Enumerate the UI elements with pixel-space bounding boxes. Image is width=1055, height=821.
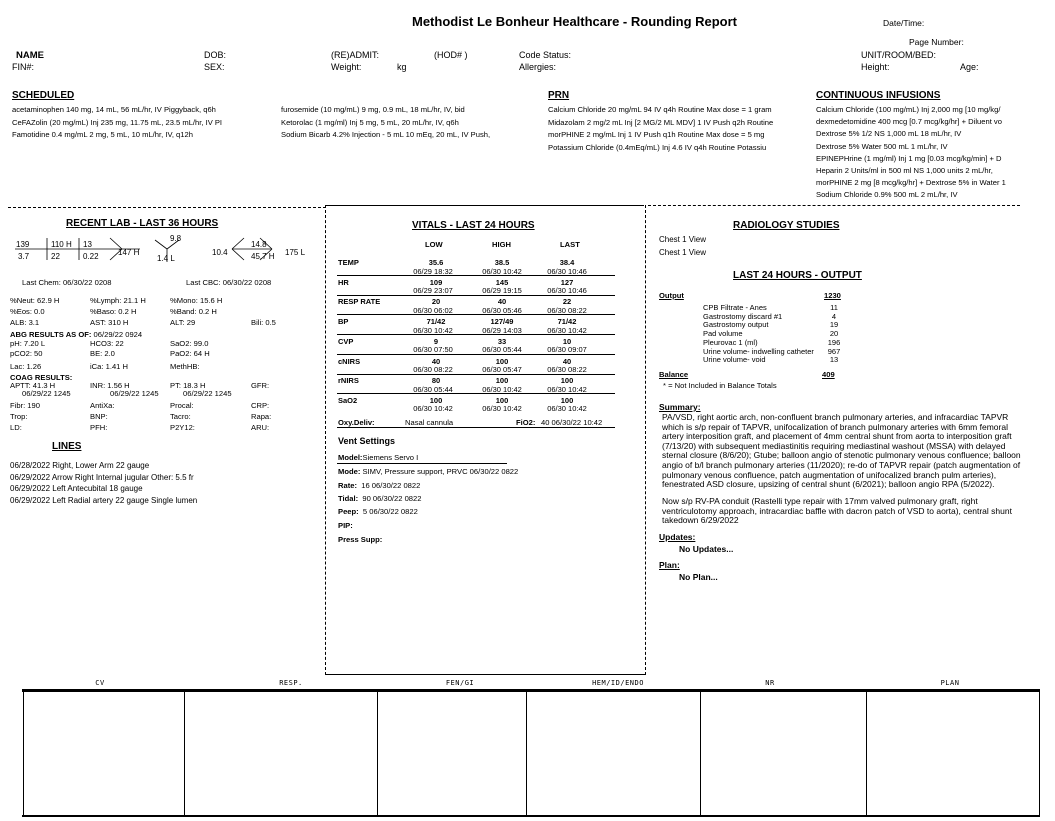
vital-last-time: 06/30 09:07 xyxy=(547,345,587,355)
output-footnote: * = Not Included in Balance Totals xyxy=(663,381,777,390)
updates-value: No Updates... xyxy=(679,544,734,554)
med-item: morPHINE 2 mg [8 mcg/kg/hr] + Dextrose 5% in Water 1 xyxy=(816,178,1006,188)
divider xyxy=(337,393,615,394)
vent-mode-label: Mode: xyxy=(338,467,361,476)
weight-label: Weight: xyxy=(331,62,362,72)
vital-high-time: 06/30 05:47 xyxy=(482,365,522,374)
lab-value: pCO2: 50 xyxy=(10,349,43,358)
vital-low: 71/42 xyxy=(426,317,446,327)
oxy-value: Nasal cannula xyxy=(405,418,454,427)
output-item-label: Gastrostomy discard #1 xyxy=(703,311,783,321)
divider xyxy=(337,374,615,375)
lab-value: PaO2: 64 H xyxy=(170,349,210,358)
lab-cl: 110 H xyxy=(51,240,72,249)
lab-aptt-time: 06/29/22 1245 xyxy=(22,389,71,398)
lab-na: 139 xyxy=(16,240,30,249)
output-item-value: 13 xyxy=(829,355,839,365)
fio2-label: FiO2: xyxy=(516,418,536,427)
vital-last-time: 06/30 10:42 xyxy=(547,384,587,394)
vital-last-time: 06/30 10:42 xyxy=(547,325,587,335)
lab-misc xyxy=(10,400,310,433)
lab-value: SaO2: 99.0 xyxy=(170,339,209,348)
vent-rate-value: 16 06/30/22 0822 xyxy=(361,481,421,490)
med-item: Sodium Bicarb 4.2% Injection - 5 mL 10 mEq, 20 mL, IV Push, xyxy=(281,130,491,139)
vent-peep-label: Peep: xyxy=(338,507,359,516)
vital-high-time: 06/30 10:42 xyxy=(482,384,522,394)
vital-low-time: 06/29 23:07 xyxy=(413,286,453,296)
output-item-value: 967 xyxy=(827,346,841,356)
line-item: 06/29/2022 Left Radial artery 22 gauge Single lumen xyxy=(10,495,198,505)
vital-label: BP xyxy=(338,317,349,327)
lab-wbc: 10.4 xyxy=(212,248,228,257)
summary-title: Summary: xyxy=(659,402,701,412)
vital-last: 22 xyxy=(562,297,572,307)
vent-model-value: Siemens Servo I xyxy=(362,453,419,462)
grid-label-cv: CV xyxy=(95,679,105,687)
vital-high-time: 06/29 19:15 xyxy=(482,286,522,296)
lab-value: BE: 2.0 xyxy=(90,349,115,358)
vital-low: 80 xyxy=(431,376,441,386)
divider xyxy=(337,427,615,428)
lab-value: ALT: 29 xyxy=(170,318,196,327)
vent-pip: PIP: xyxy=(338,521,353,530)
med-item: Midazolam 2 mg/2 mL Inj [2 MG/2 ML MDV] 1 IV Push q2h Routine xyxy=(548,117,774,127)
output-item-value: 19 xyxy=(829,320,839,330)
vital-high: 127/49 xyxy=(490,317,514,327)
fio2-value: 40 06/30/22 10:42 xyxy=(541,418,603,427)
vital-low: 40 xyxy=(431,356,441,366)
vital-high: 100 xyxy=(495,376,509,386)
lab-value: Bili: 0.5 xyxy=(251,318,276,327)
oxy-label: Oxy.Deliv: xyxy=(338,418,375,427)
notes-fen-gi[interactable] xyxy=(378,690,526,815)
med-item: Ketorolac (1 mg/ml) Inj 5 mg, 5 mL, 20 mL/hr, IV, q6h xyxy=(281,117,459,127)
lab-value: %Eos: 0.0 xyxy=(10,307,45,316)
output-item-label: Pad volume xyxy=(703,329,743,339)
lab-value: AST: 310 H xyxy=(90,318,129,327)
lab-hgb: 14.8 xyxy=(251,240,267,249)
output-item-label: Urine volume- void xyxy=(703,355,766,365)
notes-plan[interactable] xyxy=(867,690,1039,815)
vital-high-time: 06/30 10:42 xyxy=(482,404,522,414)
vital-last: 38.4 xyxy=(559,258,575,267)
divider xyxy=(337,295,615,296)
vent-mode xyxy=(338,467,518,476)
lab-row xyxy=(10,317,310,328)
fin-label: FIN#: xyxy=(12,62,35,72)
vital-last: 100 xyxy=(560,376,574,386)
vital-last-time: 06/30 08:22 xyxy=(547,365,587,374)
abg-title-label: ABG RESULTS AS OF: xyxy=(10,330,92,339)
vitals-title: VITALS - LAST 24 HOURS xyxy=(412,220,535,231)
med-item: Potassium Chloride (0.4mEq/mL) Inj 4.6 IV q4h Routine Potassiu xyxy=(548,142,767,152)
vent-tidal-label: Tidal: xyxy=(338,494,359,503)
med-item: acetaminophen 140 mg, 14 mL, 56 mL/hr, IV Piggyback, q6h xyxy=(12,105,216,114)
divider xyxy=(325,205,326,675)
divider xyxy=(337,354,615,355)
lab-pt: PT: 18.3 H xyxy=(170,381,206,390)
vital-last: 40 xyxy=(562,356,572,366)
balance-label: Balance xyxy=(659,370,689,379)
vent-peep-value: 5 06/30/22 0822 xyxy=(362,507,418,516)
divider xyxy=(326,674,646,675)
lab-value: %Lymph: 21.1 H xyxy=(90,296,146,305)
grid-label-plan: PLAN xyxy=(940,679,960,687)
line-item: 06/29/2022 Arrow Right Internal jugular Other: 5.5 fr xyxy=(10,472,194,482)
lab-value: %Mono: 15.6 H xyxy=(170,296,223,305)
dob-label: DOB: xyxy=(204,50,227,60)
vital-low: 109 xyxy=(429,277,443,287)
grid-divider xyxy=(1039,690,1040,816)
divider xyxy=(648,205,1020,206)
vital-label: SaO2 xyxy=(338,395,358,405)
vitals-col-low: LOW xyxy=(425,240,443,249)
med-item: dexmedetomidine 400 mcg [0.7 mcg/kg/hr] + Diluent vo xyxy=(816,117,1002,127)
scheduled-col1 xyxy=(12,104,222,142)
notes-nr[interactable] xyxy=(701,690,866,815)
vital-high: 100 xyxy=(495,356,509,366)
lab-value: CRP: xyxy=(251,401,270,410)
med-item: EPINEPHrine (1 mg/ml) Inj 1 mg [0.03 mcg/kg/min] + D xyxy=(816,153,1002,163)
lab-k: 3.7 xyxy=(18,252,30,261)
scheduled-title: SCHEDULED xyxy=(12,90,75,101)
vent-tidal xyxy=(338,494,421,503)
page-number-label: Page Number: xyxy=(909,37,964,47)
lab-value: P2Y12: xyxy=(170,423,195,432)
lab-value: MethHB: xyxy=(170,362,200,371)
lab-row xyxy=(10,339,310,349)
lab-plt: 175 L xyxy=(285,248,306,257)
vital-label: TEMP xyxy=(338,258,359,267)
code-status-label: Code Status: xyxy=(519,50,572,60)
summary-text: PA/VSD, right aortic arch, non-confluent branch pulmonary arteries, and infracardiac TAPVR which is s/p repair of TAPVR, unifocalization of branch pulmonary arteries with 6mm femoral artery interposition graft, and placement of 4mm central shunt from aorta to interposition graft (7/13/20) with subsequent mediastinitis requiring mediastinal washout (MSSA) with delayed sternal closure (8/6/20); Gtube; balloon angio of stenotic pulmonary venous confluence; balloon angio of b/l branch pulmonary arteries (11/2020); re-do of TAPVR repair (patch augmentation of pulmonary venous confluence, patch augmentation of unifocalized branch pulm arteries), fenestrated ASD closure, upsizing of central shunt (6/2021); balloon angio RPA (5/2022). xyxy=(662,412,1021,490)
divider xyxy=(645,205,646,675)
vital-low-time: 06/30 08:22 xyxy=(413,365,453,374)
output-item-label: Urine volume- indwelling catheter xyxy=(703,346,814,356)
lab-value: Tacro: xyxy=(170,412,191,421)
vital-label: CVP xyxy=(338,336,354,346)
lab-value: BNP: xyxy=(90,412,108,421)
vent-rate-label: Rate: xyxy=(338,481,357,490)
lab-row xyxy=(10,422,310,433)
last-chem: Last Chem: 06/30/22 0208 xyxy=(22,278,112,287)
vital-low-time: 06/30 10:42 xyxy=(413,325,453,335)
readmit-label: (RE)ADMIT: xyxy=(331,50,379,60)
updates-label: Updates: xyxy=(659,532,696,542)
last-cbc: Last CBC: 06/30/22 0208 xyxy=(186,278,272,287)
labs-title: RECENT LAB - LAST 36 HOURS xyxy=(66,218,219,229)
scheduled-col2 xyxy=(281,104,490,142)
vital-low-time: 06/29 18:32 xyxy=(413,266,453,276)
vital-label: HR xyxy=(338,277,349,287)
lab-row xyxy=(10,349,310,359)
lab-diff xyxy=(10,295,310,328)
datetime-label: Date/Time: xyxy=(883,18,925,28)
vital-last: 127 xyxy=(560,277,574,287)
notes-cv[interactable] xyxy=(23,690,184,815)
radiology-item: Chest 1 View xyxy=(659,248,706,257)
sex-label: SEX: xyxy=(204,62,225,72)
lab-value: HCO3: 22 xyxy=(90,339,124,348)
lab-inr: INR: 1.56 H xyxy=(90,381,130,390)
lab-value: %Neut: 62.9 H xyxy=(10,296,60,305)
lab-value: LD: xyxy=(10,423,22,432)
infusions-list xyxy=(816,104,1006,202)
line-item: 06/29/2022 Left Antecubital 18 gauge xyxy=(10,484,143,493)
vital-label: RESP RATE xyxy=(338,297,381,307)
vital-high-time: 06/29 14:03 xyxy=(482,325,522,335)
vital-high: 100 xyxy=(495,395,509,405)
vitals-col-high: HIGH xyxy=(492,240,511,249)
lab-value: iCa: 1.41 H xyxy=(90,362,128,371)
lab-mg: 1.4 L xyxy=(157,254,175,263)
allergies-label: Allergies: xyxy=(519,62,557,72)
notes-resp[interactable] xyxy=(185,690,377,815)
vent-model xyxy=(338,453,418,462)
divider xyxy=(8,207,326,208)
vital-last-time: 06/30 10:46 xyxy=(547,266,587,276)
output-item-value: 196 xyxy=(827,337,841,347)
lab-value: Trop: xyxy=(10,412,28,421)
lab-value: ARU: xyxy=(251,423,270,432)
vital-low: 35.6 xyxy=(428,258,444,267)
balance-value: 409 xyxy=(822,370,835,379)
lab-ca: 9.8 xyxy=(170,234,182,243)
vital-low-time: 06/30 06:02 xyxy=(413,305,453,315)
vital-high: 38.5 xyxy=(494,258,510,267)
lab-cr: 0.22 xyxy=(83,252,99,261)
output-label: Output xyxy=(659,291,684,300)
output-item-label: Gastrostomy output xyxy=(703,320,769,330)
vital-label: cNIRS xyxy=(338,356,361,366)
notes-hem-id-endo[interactable] xyxy=(527,690,700,815)
plan-value: No Plan... xyxy=(679,572,718,582)
lab-value: Rapa: xyxy=(251,412,272,421)
output-item-label: Pleurovac 1 (ml) xyxy=(703,337,758,347)
vital-low: 100 xyxy=(429,395,443,405)
lab-value: Procal: xyxy=(170,401,194,410)
output-item-value: 20 xyxy=(829,329,839,339)
divider xyxy=(337,334,615,335)
med-item: Sodium Chloride 0.9% 500 mL 2 mL/hr, IV xyxy=(816,190,958,200)
lab-gfr: GFR: xyxy=(251,381,270,390)
lab-inr-time: 06/29/22 1245 xyxy=(110,389,159,398)
vital-last: 71/42 xyxy=(557,317,577,327)
lab-row xyxy=(10,411,310,422)
vital-last: 100 xyxy=(560,395,574,405)
prn-list xyxy=(548,104,773,154)
divider xyxy=(337,314,615,315)
grid-bottom-border xyxy=(22,815,1040,817)
vital-high-time: 06/30 10:42 xyxy=(482,266,522,276)
prn-title: PRN xyxy=(548,90,570,101)
vent-peep xyxy=(338,507,418,516)
vital-high: 145 xyxy=(495,277,509,287)
lab-pt-time: 06/29/22 1245 xyxy=(183,389,232,398)
radiology-item: Chest 1 View xyxy=(659,235,706,244)
vital-low-time: 06/30 05:44 xyxy=(413,384,453,394)
lab-value: Lac: 1.26 xyxy=(10,362,42,371)
lines-list xyxy=(10,460,197,506)
output-item-label: CPB Filtrate - Anes xyxy=(703,303,767,312)
divider xyxy=(326,205,644,206)
lab-aptt: APTT: 41.3 H xyxy=(10,381,56,390)
vital-last-time: 06/30 08:22 xyxy=(547,305,587,315)
lab-row xyxy=(10,400,310,411)
vital-last-time: 06/30 10:42 xyxy=(547,404,587,414)
grid-label-hem-id-endo: HEM/ID/ENDO xyxy=(592,679,644,687)
med-item: morPHINE 2 mg/mL Inj 1 IV Push q1h Routine Max dose = 5 mg xyxy=(548,130,765,139)
grid-label-fen-gi: FEN/GI xyxy=(445,679,475,687)
vital-high-time: 06/30 05:44 xyxy=(482,345,522,355)
vital-low: 9 xyxy=(433,336,439,346)
line-item: 06/28/2022 Right, Lower Arm 22 gauge xyxy=(10,461,150,470)
lab-value: Fibr: 190 xyxy=(10,401,40,410)
med-item: Calcium Chloride 20 mg/mL 94 IV q4h Routine Max dose = 1 gram xyxy=(548,105,772,114)
vent-press-supp: Press Supp: xyxy=(338,535,383,544)
report-title: Methodist Le Bonheur Healthcare - Rounding Report xyxy=(412,14,738,29)
output-total: 1230 xyxy=(824,291,841,300)
vent-mode-value: SIMV, Pressure support, PRVC 06/30/22 0822 xyxy=(362,467,519,476)
hod-label: (HOD# ) xyxy=(434,50,468,60)
radiology-list xyxy=(659,233,706,259)
vital-last: 10 xyxy=(562,336,572,346)
grid-label-nr: NR xyxy=(765,679,775,687)
lines-title: LINES xyxy=(52,441,82,452)
vital-last-time: 06/30 10:46 xyxy=(547,286,587,296)
vital-low-time: 06/30 10:42 xyxy=(413,404,453,414)
output-item-value: 4 xyxy=(831,311,837,321)
abg-title xyxy=(10,330,142,339)
med-item: Calcium Chloride (100 mg/mL) Inj 2,000 mg [10 mg/kg/ xyxy=(816,105,1001,114)
abg-time: 06/29/22 0924 xyxy=(93,330,143,339)
lab-value: AntiXa: xyxy=(90,401,115,410)
abg-results xyxy=(10,339,310,371)
vital-low: 20 xyxy=(431,297,441,307)
vital-high-time: 06/30 05:46 xyxy=(482,305,522,315)
vent-tidal-value: 90 06/30/22 0822 xyxy=(362,494,422,503)
lab-value: %Baso: 0.2 H xyxy=(90,307,137,316)
name-label: NAME xyxy=(16,50,44,61)
lab-row xyxy=(10,295,310,306)
lab-fishbones xyxy=(10,230,310,270)
coag-title: COAG RESULTS: xyxy=(10,373,73,382)
lab-value: %Band: 0.2 H xyxy=(170,307,217,316)
summary-text-2: Now s/p RV-PA conduit (Rastelli type repair with 17mm valved pulmonary graft, right ventriculotomy approach, intracardiac baffle with dacron patch of VSD to aorta), central shunt takedown 6/29/2022 xyxy=(662,496,1012,526)
vital-high: 40 xyxy=(497,297,507,307)
med-item: Heparin 2 Units/ml in 500 ml NS 1,000 units 2 mL/hr, xyxy=(816,166,993,176)
output-title: LAST 24 HOURS - OUTPUT xyxy=(733,270,862,281)
unit-room-bed-label: UNIT/ROOM/BED: xyxy=(861,50,937,60)
med-item: Dextrose 5% Water 500 mL 1 mL/hr, IV xyxy=(816,141,948,151)
lab-value: ALB: 3.1 xyxy=(10,318,40,327)
med-item: Dextrose 5% 1/2 NS 1,000 mL 18 mL/hr, IV xyxy=(816,129,962,139)
radiology-title: RADIOLOGY STUDIES xyxy=(733,220,840,231)
lab-bun: 13 xyxy=(83,240,92,249)
med-item: furosemide (10 mg/mL) 9 mg, 0.9 mL, 18 mL/hr, IV, bid xyxy=(281,105,465,114)
plan-label: Plan: xyxy=(659,560,680,570)
lab-co2: 22 xyxy=(51,252,60,261)
output-item-value: 11 xyxy=(830,303,838,312)
med-item: Famotidine 0.4 mg/mL 2 mg, 5 mL, 10 mL/hr, IV, q12h xyxy=(12,130,193,139)
vital-label: rNIRS xyxy=(338,376,359,386)
lab-row xyxy=(10,306,310,317)
vent-title: Vent Settings xyxy=(338,436,396,446)
vital-low-time: 06/30 07:50 xyxy=(413,345,453,355)
lab-value: pH: 7.20 L xyxy=(10,339,46,348)
vent-rate xyxy=(338,481,420,490)
lab-glu: 147 H xyxy=(118,248,140,257)
grid-label-resp: RESP. xyxy=(279,679,303,687)
infusions-title: CONTINUOUS INFUSIONS xyxy=(816,90,941,101)
vitals-col-last: LAST xyxy=(560,240,580,249)
med-item: CeFAZolin (20 mg/mL) Inj 235 mg, 11.75 mL, 23.5 mL/hr, IV PI xyxy=(12,117,223,127)
height-label: Height: xyxy=(861,62,890,72)
vent-model-label: Model: xyxy=(338,453,363,462)
lab-value: PFH: xyxy=(90,423,108,432)
divider xyxy=(337,275,615,276)
weight-unit: kg xyxy=(397,62,407,72)
divider xyxy=(337,463,507,464)
lab-hct: 45.7 H xyxy=(251,252,275,261)
vital-high: 33 xyxy=(497,336,507,346)
age-label: Age: xyxy=(960,62,979,72)
